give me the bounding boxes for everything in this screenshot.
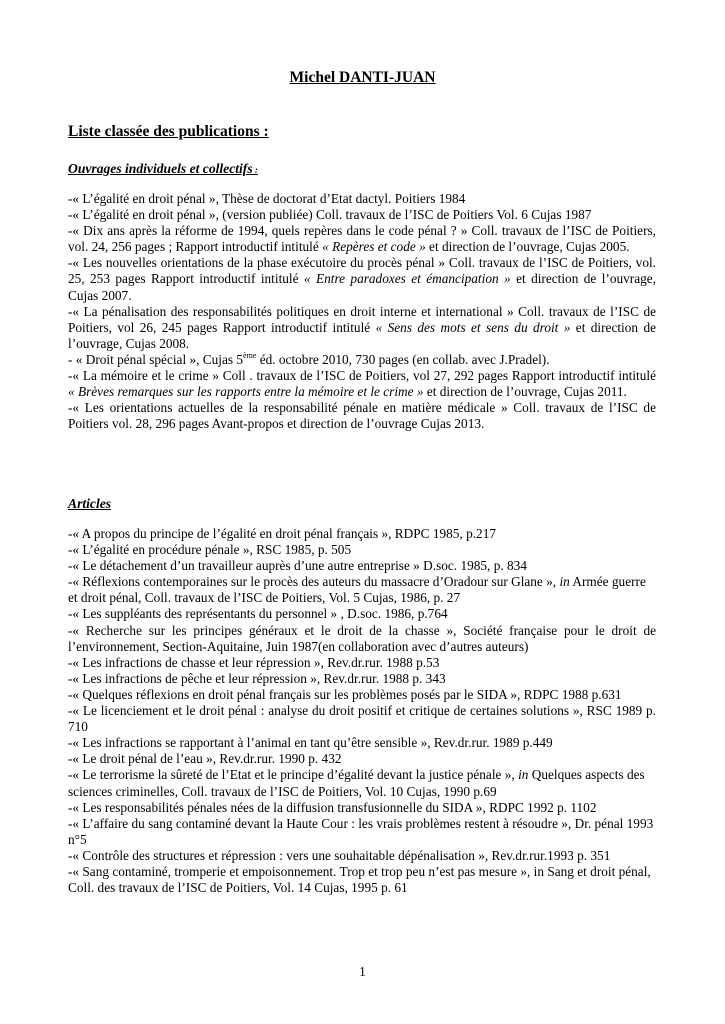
- ouvrages-entry-text-end: et direction de l’ouvrage, Cujas 2007.: [68, 271, 656, 303]
- articles-entry-text: -« Le terrorisme la sûreté de l’Etat et le principe d’égalité devant la justice pénale »,: [68, 767, 519, 783]
- ouvrages-entry: [68, 207, 656, 223]
- ouvrages-entry: [68, 255, 656, 303]
- articles-list: [68, 526, 656, 896]
- articles-entry-text: -« Les infractions se rapportant à l’animal en tant qu’être sensible », Rev.dr.rur. 1989 p.449: [68, 735, 553, 751]
- articles-entry-text: -« Les suppléants des représentants du personnel » , D.soc. 1986, p.764: [68, 606, 448, 622]
- articles-entry-text: -« Recherche sur les principes généraux et le droit de la chasse », Société française pour le droit de l’environnement, Section-Aquitaine, Juin 1987(en collaboration avec d’autres auteurs): [68, 622, 656, 654]
- ouvrages-entry-text-end: et direction de l’ouvrage, Cujas 2008.: [68, 319, 656, 351]
- ouvrages-entry-text-end: et direction de l’ouvrage, Cujas 2005.: [425, 239, 630, 255]
- ouvrages-entry: [68, 368, 656, 400]
- articles-entry: [68, 800, 656, 816]
- ouvrages-entry-italic: « Entre paradoxes et émancipation »: [303, 271, 511, 287]
- publications-list-heading: Liste classée des publications :: [68, 123, 269, 140]
- ouvrages-entry: [68, 304, 656, 352]
- articles-entry-text: -« L’égalité en procédure pénale », RSC 1985, p. 505: [68, 542, 352, 558]
- ouvrages-entry-text: -« Dix ans après la réforme de 1994, quels repères dans le code pénal ? » Coll. travaux de l’ISC de Poitiers, vol. 24, 256 pages ; Rapport introductif intitulé: [68, 223, 656, 255]
- ouvrages-list: [68, 191, 656, 432]
- page-number: 1: [359, 964, 366, 979]
- articles-entry: [68, 735, 656, 751]
- ouvrages-entry-text: - « Droit pénal spécial », Cujas 5: [68, 351, 244, 367]
- section-heading-ouvrages-text: Ouvrages individuels et collectifs: [68, 161, 253, 176]
- ouvrages-entry-text: -« L’égalité en droit pénal », Thèse de doctorat d’Etat dactyl. Poitiers 1984: [68, 191, 466, 206]
- articles-entry: [68, 558, 656, 574]
- ouvrages-entry-text-end: éd. octobre 2010, 730 pages (en collab. avec J.Pradel).: [256, 351, 550, 367]
- ouvrages-entry-text: -« Les nouvelles orientations de la phase exécutoire du procès pénal » Coll. travaux de l’ISC de Poitiers, vol. 25, 253 pages Rapport introductif intitulé: [68, 255, 656, 287]
- articles-entry: [68, 655, 656, 671]
- articles-entry-text: -« Le droit pénal de l’eau », Rev.dr.rur. 1990 p. 432: [68, 751, 342, 767]
- articles-entry-text: -« Sang contaminé, tromperie et empoisonnement. Trop et trop peu n’est pas mesure », in Sang et droit pénal, Coll. des travaux de l’ISC de Poitiers, Vol. 14 Cujas, 1995 p. 61: [68, 863, 651, 896]
- articles-entry-text: -« Les responsabilités pénales nées de la diffusion transfusionnelle du SIDA », RDPC 1992 p. 1102: [68, 799, 597, 815]
- ouvrages-entry-italic: « Sens des mots et sens du droit »: [375, 319, 571, 335]
- articles-entry-text: -« Contrôle des structures et répression : vers une souhaitable dépénalisation », Rev.dr.rur.1993 p. 351: [68, 847, 611, 863]
- articles-entry: [68, 606, 656, 622]
- articles-entry: [68, 574, 656, 606]
- ouvrages-entry-text: -« La pénalisation des responsabilités politiques en droit interne et international » Coll. travaux de l’ISC de Poitiers, vol 26, 245 pages Rapport introductif intitulé: [68, 303, 656, 335]
- articles-entry: [68, 751, 656, 767]
- articles-entry: [68, 767, 656, 799]
- articles-entry-text: -« Les infractions de pêche et leur répression », Rev.dr.rur. 1988 p. 343: [68, 670, 446, 686]
- articles-entry-text-end: Quelques aspects des sciences criminelles, Coll. travaux de l’ISC de Poitiers, Vol. 10 Cujas, 1990 p.69: [68, 767, 645, 799]
- section-heading-ouvrages-suffix: :: [252, 165, 258, 175]
- ouvrages-entry-superscript: ème: [243, 350, 257, 360]
- articles-entry-italic: in: [518, 767, 529, 783]
- ouvrages-entry: [68, 191, 656, 207]
- articles-entry: [68, 816, 656, 848]
- articles-entry-text: -« Quelques réflexions en droit pénal français sur les problèmes posés par le SIDA », RDPC 1988 p.631: [68, 686, 622, 702]
- ouvrages-entry-italic: « Brèves remarques sur les rapports entre la mémoire et le crime »: [68, 384, 424, 400]
- ouvrages-entry-italic: « Repères et code »: [322, 239, 426, 255]
- articles-entry: [68, 687, 656, 703]
- articles-entry: [68, 623, 656, 655]
- ouvrages-entry: [68, 223, 656, 255]
- articles-entry-text: -« L’affaire du sang contaminé devant la Haute Cour : les vrais problèmes restent à résoudre », Dr. pénal 1993 n°5: [68, 815, 654, 847]
- articles-entry: [68, 848, 656, 864]
- articles-entry-italic: in: [559, 574, 570, 590]
- articles-entry-text: -« Les infractions de chasse et leur répression », Rev.dr.rur. 1988 p.53: [68, 654, 440, 670]
- section-heading-articles: Articles: [68, 496, 112, 511]
- articles-entry: [68, 703, 656, 735]
- articles-entry: [68, 864, 656, 896]
- articles-entry: [68, 671, 656, 687]
- author-name: Michel DANTI-JUAN: [289, 69, 436, 86]
- ouvrages-entry-text: -« L’égalité en droit pénal », (version publiée) Coll. travaux de l’ISC de Poitiers Vol. 6 Cujas 1987: [68, 207, 592, 223]
- articles-entry-text-end: Armée guerre et droit pénal, Coll. travaux de l’ISC de Poitiers, Vol. 5 Cujas, 1986, p. 27: [68, 574, 646, 606]
- ouvrages-entry-text: -« Les orientations actuelles de la responsabilité pénale en matière médicale » Coll. travaux de l’ISC de Poitiers vol. 28, 296 pages Avant-propos et direction de l’ouvrage Cujas 2013.: [68, 400, 656, 432]
- ouvrages-entry: [68, 352, 656, 368]
- ouvrages-entry: [68, 400, 656, 432]
- articles-entry-text: -« Réflexions contemporaines sur le procès des auteurs du massacre d’Oradour sur Glane »,: [68, 574, 560, 590]
- articles-entry-text: -« A propos du principe de l’égalité en droit pénal français », RDPC 1985, p.217: [68, 526, 496, 541]
- ouvrages-entry-text-end: et direction de l’ouvrage, Cujas 2011.: [423, 384, 627, 400]
- articles-entry-text: -« Le détachement d’un travailleur auprès d’une autre entreprise » D.soc. 1985, p. 834: [68, 558, 527, 574]
- articles-entry-text: -« Le licenciement et le droit pénal : analyse du droit positif et critique de certaines solutions », RSC 1989 p. 710: [68, 703, 656, 735]
- articles-entry: [68, 542, 656, 558]
- section-heading-ouvrages: [68, 161, 258, 177]
- ouvrages-entry-text: -« La mémoire et le crime » Coll . travaux de l’ISC de Poitiers, vol 27, 292 pages Rapport introductif intitulé: [68, 368, 656, 384]
- articles-entry: [68, 526, 656, 542]
